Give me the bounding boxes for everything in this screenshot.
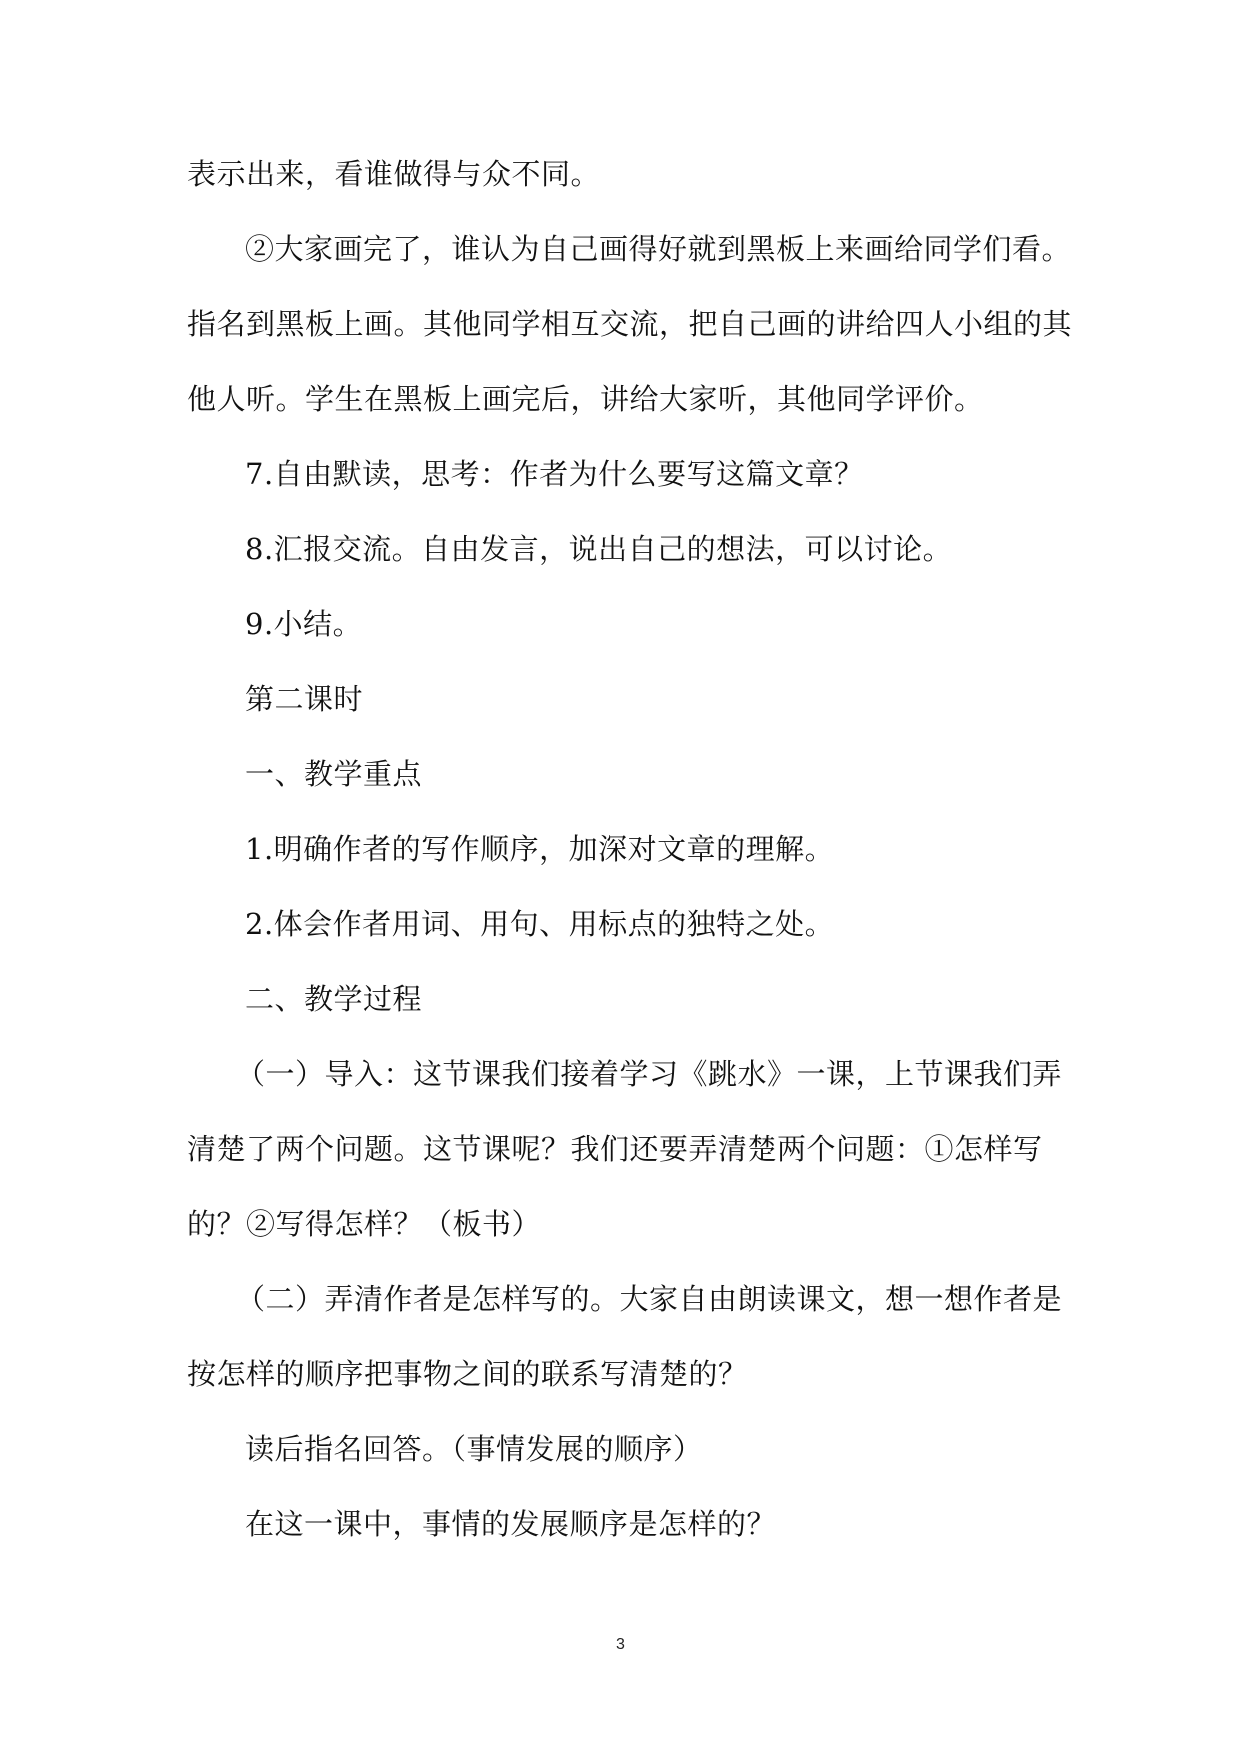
paragraph-line: 他人听。学生在黑板上画完后，讲给大家听，其他同学评价。	[187, 382, 984, 416]
list-item: 7.自由默读，思考：作者为什么要写这篇文章？	[245, 457, 864, 491]
paragraph-line: 表示出来，看谁做得与众不同。	[187, 157, 601, 191]
section-heading: 二、教学过程	[245, 982, 423, 1016]
page-number: 3	[616, 1636, 625, 1653]
list-item: 1.明确作者的写作顺序，加深对文章的理解。	[245, 832, 835, 866]
paragraph-line: （一）导入：这节课我们接着学习《跳水》一课，上节课我们弄	[236, 1057, 1063, 1091]
paragraph-line: （二）弄清作者是怎样写的。大家自由朗读课文，想一想作者是	[236, 1282, 1063, 1316]
paragraph-line: 在这一课中，事情的发展顺序是怎样的？	[245, 1507, 777, 1541]
paragraph-line: 清楚了两个问题。这节课呢？我们还要弄清楚两个问题：①怎样写	[187, 1132, 1043, 1166]
list-item: 9.小结。	[245, 607, 363, 641]
list-item: 8.汇报交流。自由发言，说出自己的想法，可以讨论。	[245, 532, 953, 566]
paragraph-line: ②大家画完了，谁认为自己画得好就到黑板上来画给同学们看。	[245, 232, 1072, 266]
section-heading: 一、教学重点	[245, 757, 423, 791]
paragraph-line: 按怎样的顺序把事物之间的联系写清楚的？	[187, 1357, 748, 1391]
paragraph-line: 指名到黑板上画。其他同学相互交流，把自己画的讲给四人小组的其	[187, 307, 1073, 341]
section-heading: 第二课时	[245, 682, 364, 716]
paragraph-line: 读后指名回答。（事情发展的顺序）	[245, 1432, 703, 1466]
paragraph-line: 的？②写得怎样？（板书）	[187, 1207, 542, 1241]
list-item: 2.体会作者用词、用句、用标点的独特之处。	[245, 907, 835, 941]
